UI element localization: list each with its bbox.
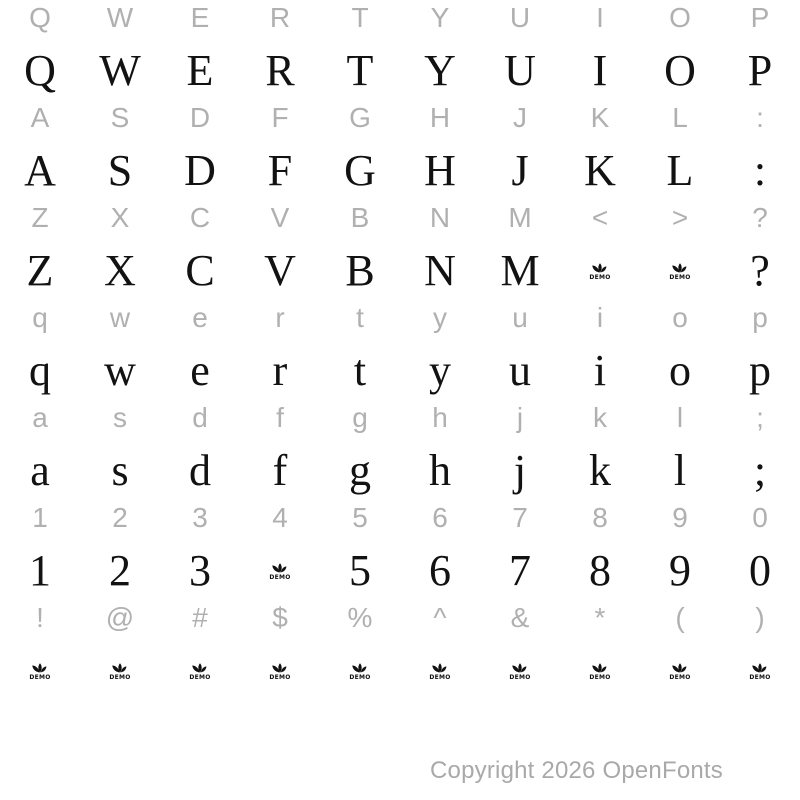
reference-glyph: F: [271, 102, 289, 133]
preview-glyph: e: [190, 345, 210, 395]
demo-glyph-mark: [29, 660, 51, 681]
preview-glyph: y: [429, 345, 451, 395]
reference-glyph: >: [671, 202, 689, 233]
demo-glyph: [80, 645, 160, 695]
copyright-text: Copyright 2026 OpenFonts: [430, 757, 723, 784]
reference-glyph: D: [189, 102, 211, 133]
preview-row: [0, 45, 800, 95]
preview-glyph: 3: [189, 545, 211, 595]
reference-glyph: Y: [430, 2, 450, 33]
preview-glyph: r: [272, 345, 288, 395]
preview-glyph: V: [264, 245, 296, 295]
preview-glyph: H: [424, 145, 456, 195]
demo-glyph-label: DEMO: [589, 673, 611, 681]
reference-glyph: U: [509, 2, 531, 33]
preview-glyph: l: [673, 445, 687, 495]
preview-glyph: X: [104, 245, 136, 295]
preview-glyph: d: [189, 445, 211, 495]
reference-glyph: w: [109, 302, 131, 333]
preview-row: [0, 445, 800, 495]
reference-row: [0, 0, 800, 36]
reference-row: [0, 500, 800, 536]
preview-glyph: O: [664, 45, 696, 95]
preview-glyph: F: [267, 145, 293, 195]
demo-glyph-label: DEMO: [109, 673, 131, 681]
demo-glyph-mark: [589, 260, 611, 281]
demo-glyph-mark: [269, 560, 291, 581]
reference-glyph: T: [351, 2, 369, 33]
reference-glyph: q: [32, 302, 48, 333]
preview-glyph: E: [186, 45, 214, 95]
preview-glyph: g: [349, 445, 371, 495]
reference-glyph: 5: [352, 502, 368, 533]
reference-glyph: l: [676, 402, 684, 433]
reference-glyph: 8: [592, 502, 608, 533]
preview-glyph: S: [107, 145, 133, 195]
reference-glyph: I: [596, 2, 604, 33]
demo-glyph-label: DEMO: [669, 273, 691, 281]
demo-glyph-label: DEMO: [269, 573, 291, 581]
preview-glyph: i: [593, 345, 607, 395]
preview-glyph: R: [265, 45, 295, 95]
reference-glyph: ^: [433, 602, 447, 633]
preview-row: [0, 245, 800, 295]
reference-glyph: k: [593, 402, 607, 433]
preview-glyph: h: [429, 445, 451, 495]
preview-glyph: 9: [669, 545, 691, 595]
demo-glyph-label: DEMO: [29, 673, 51, 681]
reference-glyph: W: [106, 2, 134, 33]
reference-row: [0, 400, 800, 436]
demo-glyph-label: DEMO: [669, 673, 691, 681]
reference-glyph: K: [590, 102, 610, 133]
reference-row: [0, 200, 800, 236]
reference-glyph: S: [110, 102, 130, 133]
demo-glyph: [320, 645, 400, 695]
reference-glyph: t: [356, 302, 364, 333]
demo-glyph: [640, 245, 720, 295]
preview-glyph: G: [344, 145, 376, 195]
reference-glyph: $: [272, 602, 288, 633]
preview-glyph: ;: [753, 445, 767, 495]
demo-glyph-label: DEMO: [509, 673, 531, 681]
reference-glyph: 9: [672, 502, 688, 533]
preview-glyph: D: [184, 145, 216, 195]
preview-row: [0, 545, 800, 595]
preview-glyph: Z: [26, 245, 54, 295]
reference-glyph: d: [192, 402, 208, 433]
reference-row: [0, 100, 800, 136]
reference-glyph: !: [36, 602, 44, 633]
reference-glyph: g: [352, 402, 368, 433]
demo-glyph: [560, 245, 640, 295]
reference-glyph: 0: [752, 502, 768, 533]
reference-row: [0, 300, 800, 336]
preview-row: [0, 645, 800, 695]
reference-glyph: M: [508, 202, 532, 233]
demo-glyph-mark: [749, 660, 771, 681]
reference-glyph: 2: [112, 502, 128, 533]
demo-glyph: [640, 645, 720, 695]
reference-glyph: e: [192, 302, 208, 333]
reference-glyph: h: [432, 402, 448, 433]
preview-glyph: J: [511, 145, 529, 195]
preview-glyph: 6: [429, 545, 451, 595]
demo-glyph-mark: [189, 660, 211, 681]
demo-glyph: [720, 645, 800, 695]
demo-glyph: [480, 645, 560, 695]
demo-glyph-mark: [269, 660, 291, 681]
preview-glyph: q: [29, 345, 51, 395]
reference-glyph: j: [516, 402, 524, 433]
reference-glyph: %: [347, 602, 373, 633]
preview-glyph: o: [669, 345, 691, 395]
demo-glyph-label: DEMO: [349, 673, 371, 681]
preview-glyph: 1: [29, 545, 51, 595]
reference-glyph: Z: [31, 202, 49, 233]
preview-glyph: Y: [424, 45, 456, 95]
reference-glyph: <: [591, 202, 609, 233]
reference-glyph: y: [433, 302, 447, 333]
reference-row: [0, 600, 800, 636]
preview-glyph: t: [353, 345, 367, 395]
reference-glyph: G: [349, 102, 371, 133]
reference-glyph: i: [596, 302, 604, 333]
preview-glyph: a: [30, 445, 50, 495]
reference-glyph: o: [672, 302, 688, 333]
reference-glyph: P: [750, 2, 770, 33]
preview-glyph: 0: [749, 545, 771, 595]
preview-glyph: C: [185, 245, 215, 295]
preview-glyph: s: [111, 445, 129, 495]
demo-glyph-mark: [669, 260, 691, 281]
reference-glyph: #: [192, 602, 208, 633]
demo-glyph-label: DEMO: [189, 673, 211, 681]
demo-glyph-label: DEMO: [269, 673, 291, 681]
reference-glyph: A: [30, 102, 50, 133]
preview-glyph: L: [666, 145, 694, 195]
reference-glyph: R: [269, 2, 291, 33]
reference-glyph: J: [513, 102, 527, 133]
preview-glyph: N: [424, 245, 456, 295]
reference-glyph: ): [755, 602, 765, 633]
demo-glyph: [240, 545, 320, 595]
reference-glyph: V: [270, 202, 290, 233]
reference-glyph: p: [752, 302, 768, 333]
reference-glyph: X: [110, 202, 130, 233]
preview-row: [0, 145, 800, 195]
reference-glyph: 3: [192, 502, 208, 533]
reference-glyph: B: [350, 202, 370, 233]
reference-glyph: @: [105, 602, 135, 633]
preview-glyph: 5: [349, 545, 371, 595]
demo-glyph: [0, 645, 80, 695]
reference-glyph: &: [510, 602, 530, 633]
demo-glyph-mark: [589, 660, 611, 681]
reference-glyph: a: [32, 402, 48, 433]
demo-glyph-mark: [429, 660, 451, 681]
demo-glyph-label: DEMO: [429, 673, 451, 681]
reference-glyph: s: [113, 402, 127, 433]
preview-glyph: Q: [24, 45, 56, 95]
preview-glyph: 2: [109, 545, 131, 595]
demo-glyph-label: DEMO: [589, 273, 611, 281]
preview-glyph: I: [592, 45, 608, 95]
preview-glyph: 8: [589, 545, 611, 595]
reference-glyph: 1: [32, 502, 48, 533]
reference-glyph: L: [672, 102, 688, 133]
reference-glyph: 6: [432, 502, 448, 533]
preview-glyph: W: [99, 45, 141, 95]
reference-glyph: O: [669, 2, 691, 33]
preview-glyph: f: [272, 445, 288, 495]
reference-glyph: ?: [752, 202, 768, 233]
demo-glyph-mark: [509, 660, 531, 681]
demo-glyph-label: DEMO: [749, 673, 771, 681]
reference-glyph: Q: [29, 2, 51, 33]
demo-glyph: [560, 645, 640, 695]
demo-glyph-mark: [109, 660, 131, 681]
preview-glyph: ?: [750, 245, 770, 295]
demo-glyph: [160, 645, 240, 695]
demo-glyph: [240, 645, 320, 695]
demo-glyph-mark: [669, 660, 691, 681]
preview-glyph: A: [24, 145, 56, 195]
reference-glyph: 4: [272, 502, 288, 533]
reference-glyph: :: [756, 102, 764, 133]
demo-glyph: [400, 645, 480, 695]
preview-glyph: p: [749, 345, 771, 395]
reference-glyph: N: [429, 202, 451, 233]
reference-glyph: C: [189, 202, 211, 233]
preview-glyph: B: [345, 245, 375, 295]
reference-glyph: 7: [512, 502, 528, 533]
preview-glyph: T: [346, 45, 374, 95]
reference-glyph: (: [675, 602, 685, 633]
preview-glyph: U: [504, 45, 536, 95]
preview-glyph: M: [500, 245, 540, 295]
reference-glyph: f: [276, 402, 284, 433]
reference-glyph: u: [512, 302, 528, 333]
preview-glyph: 7: [509, 545, 531, 595]
reference-glyph: *: [594, 602, 606, 633]
preview-glyph: P: [747, 45, 773, 95]
reference-glyph: E: [190, 2, 210, 33]
preview-glyph: K: [584, 145, 616, 195]
reference-glyph: H: [429, 102, 451, 133]
preview-glyph: u: [509, 345, 531, 395]
reference-glyph: ;: [756, 402, 764, 433]
preview-row: [0, 345, 800, 395]
demo-glyph-mark: [349, 660, 371, 681]
reference-glyph: r: [275, 302, 285, 333]
preview-glyph: w: [104, 345, 136, 395]
preview-glyph: :: [753, 145, 767, 195]
preview-glyph: k: [589, 445, 611, 495]
preview-glyph: j: [513, 445, 527, 495]
